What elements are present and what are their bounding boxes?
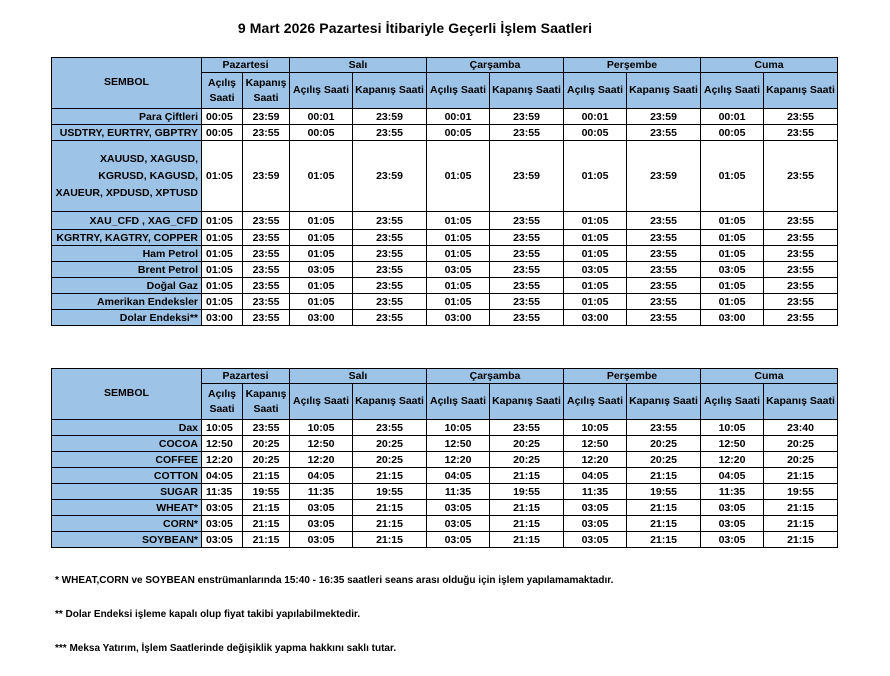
open-time-cell: 03:05 <box>202 516 243 532</box>
close-time-cell: 23:55 <box>243 262 290 278</box>
open-time-cell: 03:00 <box>701 310 764 326</box>
symbol-cell: SUGAR <box>52 484 202 500</box>
close-time-cell: 21:15 <box>353 468 427 484</box>
symbol-cell: Doğal Gaz <box>52 278 202 294</box>
close-time-cell: 23:59 <box>353 141 427 212</box>
open-time-cell: 01:05 <box>202 141 243 212</box>
close-time-cell: 20:25 <box>764 452 838 468</box>
table-row <box>52 452 838 468</box>
footnote-dollar-index: ** Dolar Endeksi işleme kapalı olup fiyat takibi yapılabilmektedir. <box>55 609 361 620</box>
open-time-cell: 12:50 <box>701 436 764 452</box>
open-time-cell: 12:20 <box>564 452 627 468</box>
open-time-cell: 04:05 <box>701 468 764 484</box>
close-header: Kapanış Saati <box>764 384 838 420</box>
table-row <box>52 310 838 326</box>
close-time-cell: 19:55 <box>353 484 427 500</box>
close-time-cell: 21:15 <box>243 500 290 516</box>
day-header-wednesday: Çarşamba <box>427 58 564 73</box>
close-time-cell: 23:55 <box>353 246 427 262</box>
close-time-cell: 19:55 <box>243 484 290 500</box>
close-time-cell: 23:55 <box>490 420 564 436</box>
open-time-cell: 12:50 <box>427 436 490 452</box>
close-time-cell: 20:25 <box>243 436 290 452</box>
close-time-cell: 21:15 <box>243 516 290 532</box>
close-time-cell: 23:55 <box>490 294 564 310</box>
open-time-cell: 03:05 <box>564 500 627 516</box>
table-1-body <box>52 109 838 326</box>
table-row <box>52 420 838 436</box>
open-time-cell: 12:50 <box>290 436 353 452</box>
close-time-cell: 23:55 <box>243 278 290 294</box>
day-header-friday: Cuma <box>701 58 838 73</box>
open-time-cell: 01:05 <box>701 230 764 246</box>
day-header-monday: Pazartesi <box>202 58 290 73</box>
close-time-cell: 23:55 <box>627 420 701 436</box>
close-time-cell: 21:15 <box>490 532 564 548</box>
close-time-cell: 23:55 <box>764 310 838 326</box>
table-row <box>52 230 838 246</box>
open-header: Açılış Saati <box>427 384 490 420</box>
close-time-cell: 21:15 <box>490 500 564 516</box>
open-time-cell: 03:05 <box>427 516 490 532</box>
close-time-cell: 21:15 <box>490 516 564 532</box>
close-header: Kapanış Saati <box>243 384 290 420</box>
open-time-cell: 00:01 <box>290 109 353 125</box>
close-time-cell: 23:59 <box>627 109 701 125</box>
close-time-cell: 23:59 <box>243 109 290 125</box>
open-time-cell: 03:05 <box>290 532 353 548</box>
open-time-cell: 01:05 <box>202 230 243 246</box>
table-row <box>52 516 838 532</box>
symbol-cell: COFFEE <box>52 452 202 468</box>
table-row <box>52 468 838 484</box>
close-header: Kapanış Saati <box>243 73 290 109</box>
open-time-cell: 00:05 <box>427 125 490 141</box>
open-time-cell: 10:05 <box>202 420 243 436</box>
open-time-cell: 01:05 <box>290 212 353 230</box>
open-time-cell: 03:00 <box>564 310 627 326</box>
open-header: Açılış Saati <box>427 73 490 109</box>
open-time-cell: 10:05 <box>564 420 627 436</box>
close-header: Kapanış Saati <box>764 73 838 109</box>
symbol-cell: KGRTRY, KAGTRY, COPPER <box>52 230 202 246</box>
close-time-cell: 19:55 <box>764 484 838 500</box>
open-time-cell: 01:05 <box>290 230 353 246</box>
open-time-cell: 01:05 <box>701 141 764 212</box>
day-header-thursday: Perşembe <box>564 369 701 384</box>
open-time-cell: 03:05 <box>290 500 353 516</box>
open-time-cell: 01:05 <box>701 212 764 230</box>
open-time-cell: 03:05 <box>290 262 353 278</box>
open-header: Açılış Saati <box>701 73 764 109</box>
open-time-cell: 03:05 <box>701 516 764 532</box>
close-time-cell: 23:55 <box>627 230 701 246</box>
close-time-cell: 23:55 <box>764 230 838 246</box>
close-time-cell: 20:25 <box>627 452 701 468</box>
close-time-cell: 19:55 <box>627 484 701 500</box>
symbol-cell: Para Çiftleri <box>52 109 202 125</box>
open-time-cell: 03:05 <box>202 500 243 516</box>
close-time-cell: 20:25 <box>353 436 427 452</box>
close-time-cell: 23:55 <box>353 125 427 141</box>
symbol-cell: COCOA <box>52 436 202 452</box>
close-time-cell: 23:55 <box>353 310 427 326</box>
close-time-cell: 23:55 <box>764 109 838 125</box>
close-time-cell: 20:25 <box>353 452 427 468</box>
close-time-cell: 19:55 <box>490 484 564 500</box>
symbol-cell: Amerikan Endeksler <box>52 294 202 310</box>
symbol-cell: Ham Petrol <box>52 246 202 262</box>
open-header: Açılış Saati <box>202 384 243 420</box>
close-time-cell: 23:55 <box>627 310 701 326</box>
close-time-cell: 20:25 <box>764 436 838 452</box>
open-time-cell: 01:05 <box>701 278 764 294</box>
close-time-cell: 23:59 <box>490 109 564 125</box>
symbol-header: SEMBOL <box>52 58 202 109</box>
open-time-cell: 10:05 <box>290 420 353 436</box>
open-time-cell: 00:05 <box>701 125 764 141</box>
close-time-cell: 23:55 <box>627 212 701 230</box>
close-time-cell: 21:15 <box>764 532 838 548</box>
open-time-cell: 03:05 <box>290 516 353 532</box>
close-time-cell: 21:15 <box>627 500 701 516</box>
close-time-cell: 23:55 <box>490 278 564 294</box>
open-time-cell: 03:05 <box>202 532 243 548</box>
open-time-cell: 12:20 <box>427 452 490 468</box>
close-time-cell: 21:15 <box>353 532 427 548</box>
open-time-cell: 01:05 <box>564 294 627 310</box>
close-time-cell: 21:15 <box>490 468 564 484</box>
open-time-cell: 00:01 <box>701 109 764 125</box>
table-row <box>52 109 838 125</box>
symbol-cell: WHEAT* <box>52 500 202 516</box>
day-header-friday: Cuma <box>701 369 838 384</box>
close-time-cell: 23:55 <box>243 230 290 246</box>
open-time-cell: 12:20 <box>202 452 243 468</box>
open-time-cell: 01:05 <box>427 141 490 212</box>
close-time-cell: 21:15 <box>243 532 290 548</box>
open-time-cell: 03:00 <box>202 310 243 326</box>
close-time-cell: 23:59 <box>243 141 290 212</box>
day-header-tuesday: Salı <box>290 369 427 384</box>
close-time-cell: 21:15 <box>627 468 701 484</box>
close-time-cell: 21:15 <box>627 516 701 532</box>
open-time-cell: 04:05 <box>202 468 243 484</box>
close-time-cell: 23:55 <box>490 262 564 278</box>
open-time-cell: 11:35 <box>290 484 353 500</box>
symbol-cell: COTTON <box>52 468 202 484</box>
open-time-cell: 01:05 <box>564 246 627 262</box>
symbol-cell: Dax <box>52 420 202 436</box>
close-time-cell: 23:40 <box>764 420 838 436</box>
page-title: 9 Mart 2026 Pazartesi İtibariyle Geçerli İşlem Saatleri <box>237 20 593 36</box>
open-time-cell: 01:05 <box>290 141 353 212</box>
close-time-cell: 23:55 <box>627 278 701 294</box>
close-time-cell: 23:55 <box>764 294 838 310</box>
symbol-cell: CORN* <box>52 516 202 532</box>
open-time-cell: 12:50 <box>202 436 243 452</box>
close-time-cell: 23:55 <box>490 125 564 141</box>
table-row <box>52 294 838 310</box>
open-time-cell: 01:05 <box>701 246 764 262</box>
footnote-wheat-corn-soybean: * WHEAT,CORN ve SOYBEAN enstrümanlarında 15:40 - 16:35 saatleri seans arası olduğu için işlem yapılamamaktadır. <box>55 575 614 586</box>
open-time-cell: 03:05 <box>701 532 764 548</box>
table-row <box>52 141 838 212</box>
open-time-cell: 00:05 <box>202 125 243 141</box>
close-time-cell: 23:55 <box>353 212 427 230</box>
open-time-cell: 01:05 <box>202 246 243 262</box>
close-time-cell: 23:55 <box>764 278 838 294</box>
open-time-cell: 10:05 <box>701 420 764 436</box>
open-header: Açılış Saati <box>701 384 764 420</box>
open-time-cell: 01:05 <box>202 212 243 230</box>
close-time-cell: 23:55 <box>353 230 427 246</box>
open-time-cell: 01:05 <box>564 278 627 294</box>
close-time-cell: 23:55 <box>627 262 701 278</box>
open-time-cell: 01:05 <box>427 278 490 294</box>
open-time-cell: 04:05 <box>290 468 353 484</box>
open-time-cell: 00:05 <box>202 109 243 125</box>
close-time-cell: 21:15 <box>764 516 838 532</box>
close-time-cell: 23:55 <box>490 212 564 230</box>
close-time-cell: 23:55 <box>764 246 838 262</box>
close-time-cell: 20:25 <box>627 436 701 452</box>
close-time-cell: 23:55 <box>627 125 701 141</box>
open-time-cell: 01:05 <box>564 141 627 212</box>
close-time-cell: 23:55 <box>764 125 838 141</box>
close-header: Kapanış Saati <box>353 73 427 109</box>
table-row <box>52 484 838 500</box>
close-header: Kapanış Saati <box>353 384 427 420</box>
close-time-cell: 23:59 <box>627 141 701 212</box>
table-row <box>52 262 838 278</box>
close-time-cell: 23:55 <box>764 212 838 230</box>
close-time-cell: 23:59 <box>353 109 427 125</box>
open-time-cell: 10:05 <box>427 420 490 436</box>
open-time-cell: 12:50 <box>564 436 627 452</box>
open-time-cell: 03:05 <box>701 262 764 278</box>
open-time-cell: 04:05 <box>564 468 627 484</box>
close-time-cell: 23:55 <box>627 294 701 310</box>
trading-hours-table-2 <box>51 368 838 548</box>
open-time-cell: 01:05 <box>202 262 243 278</box>
close-time-cell: 21:15 <box>627 532 701 548</box>
open-time-cell: 11:35 <box>564 484 627 500</box>
close-time-cell: 23:55 <box>353 262 427 278</box>
trading-hours-table-1 <box>51 57 838 326</box>
symbol-cell: XAU_CFD , XAG_CFD <box>52 212 202 230</box>
table-row <box>52 278 838 294</box>
symbol-cell: SOYBEAN* <box>52 532 202 548</box>
open-time-cell: 00:01 <box>427 109 490 125</box>
close-header: Kapanış Saati <box>627 73 701 109</box>
day-header-thursday: Perşembe <box>564 58 701 73</box>
open-time-cell: 11:35 <box>427 484 490 500</box>
close-time-cell: 23:55 <box>353 278 427 294</box>
close-header: Kapanış Saati <box>627 384 701 420</box>
close-time-cell: 21:15 <box>764 500 838 516</box>
open-time-cell: 03:05 <box>427 262 490 278</box>
open-time-cell: 01:05 <box>202 278 243 294</box>
table-row <box>52 532 838 548</box>
day-header-monday: Pazartesi <box>202 369 290 384</box>
day-header-tuesday: Salı <box>290 58 427 73</box>
close-time-cell: 21:15 <box>353 516 427 532</box>
open-time-cell: 03:05 <box>427 500 490 516</box>
symbol-cell: USDTRY, EURTRY, GBPTRY <box>52 125 202 141</box>
close-time-cell: 23:55 <box>353 420 427 436</box>
open-time-cell: 03:05 <box>564 532 627 548</box>
close-time-cell: 20:25 <box>243 452 290 468</box>
table-row <box>52 246 838 262</box>
close-time-cell: 23:55 <box>764 141 838 212</box>
symbol-cell: XAUUSD, XAGUSD, KGRUSD, KAGUSD, XAUEUR, XPDUSD, XPTUSD <box>52 141 202 212</box>
open-time-cell: 03:05 <box>564 516 627 532</box>
table-row <box>52 436 838 452</box>
open-time-cell: 01:05 <box>564 212 627 230</box>
open-time-cell: 01:05 <box>290 278 353 294</box>
open-time-cell: 00:05 <box>290 125 353 141</box>
table-row <box>52 500 838 516</box>
close-time-cell: 23:55 <box>243 420 290 436</box>
open-time-cell: 01:05 <box>427 294 490 310</box>
open-time-cell: 03:05 <box>427 532 490 548</box>
symbol-header: SEMBOL <box>52 369 202 420</box>
close-time-cell: 23:55 <box>243 246 290 262</box>
open-time-cell: 01:05 <box>427 230 490 246</box>
open-header: Açılış Saati <box>290 384 353 420</box>
symbol-cell: Brent Petrol <box>52 262 202 278</box>
close-header: Kapanış Saati <box>490 384 564 420</box>
close-time-cell: 23:55 <box>764 262 838 278</box>
close-time-cell: 23:55 <box>243 125 290 141</box>
open-time-cell: 03:00 <box>427 310 490 326</box>
open-time-cell: 00:05 <box>564 125 627 141</box>
table-row <box>52 125 838 141</box>
day-header-wednesday: Çarşamba <box>427 369 564 384</box>
open-time-cell: 03:05 <box>564 262 627 278</box>
symbol-cell: Dolar Endeksi** <box>52 310 202 326</box>
open-time-cell: 03:05 <box>701 500 764 516</box>
close-time-cell: 23:55 <box>490 230 564 246</box>
close-time-cell: 21:15 <box>243 468 290 484</box>
table-2-body <box>52 420 838 548</box>
open-time-cell: 00:01 <box>564 109 627 125</box>
table-row <box>52 212 838 230</box>
close-time-cell: 20:25 <box>490 436 564 452</box>
close-time-cell: 23:55 <box>490 310 564 326</box>
open-header: Açılış Saati <box>564 73 627 109</box>
open-time-cell: 12:20 <box>701 452 764 468</box>
open-time-cell: 01:05 <box>290 294 353 310</box>
close-time-cell: 23:55 <box>243 310 290 326</box>
close-time-cell: 23:55 <box>353 294 427 310</box>
open-time-cell: 01:05 <box>564 230 627 246</box>
close-time-cell: 21:15 <box>764 468 838 484</box>
close-time-cell: 23:59 <box>490 141 564 212</box>
open-time-cell: 01:05 <box>290 246 353 262</box>
open-time-cell: 12:20 <box>290 452 353 468</box>
close-time-cell: 23:55 <box>243 212 290 230</box>
open-time-cell: 11:35 <box>701 484 764 500</box>
open-time-cell: 11:35 <box>202 484 243 500</box>
open-time-cell: 01:05 <box>427 246 490 262</box>
close-time-cell: 23:55 <box>243 294 290 310</box>
open-time-cell: 03:00 <box>290 310 353 326</box>
footnote-disclaimer: *** Meksa Yatırım, İşlem Saatlerinde değişiklik yapma hakkını saklı tutar. <box>55 643 397 654</box>
open-time-cell: 04:05 <box>427 468 490 484</box>
open-header: Açılış Saati <box>202 73 243 109</box>
open-header: Açılış Saati <box>564 384 627 420</box>
open-time-cell: 01:05 <box>202 294 243 310</box>
close-time-cell: 21:15 <box>353 500 427 516</box>
close-time-cell: 23:55 <box>627 246 701 262</box>
open-time-cell: 01:05 <box>427 212 490 230</box>
open-time-cell: 01:05 <box>701 294 764 310</box>
close-time-cell: 23:55 <box>490 246 564 262</box>
close-header: Kapanış Saati <box>490 73 564 109</box>
close-time-cell: 20:25 <box>490 452 564 468</box>
open-header: Açılış Saati <box>290 73 353 109</box>
